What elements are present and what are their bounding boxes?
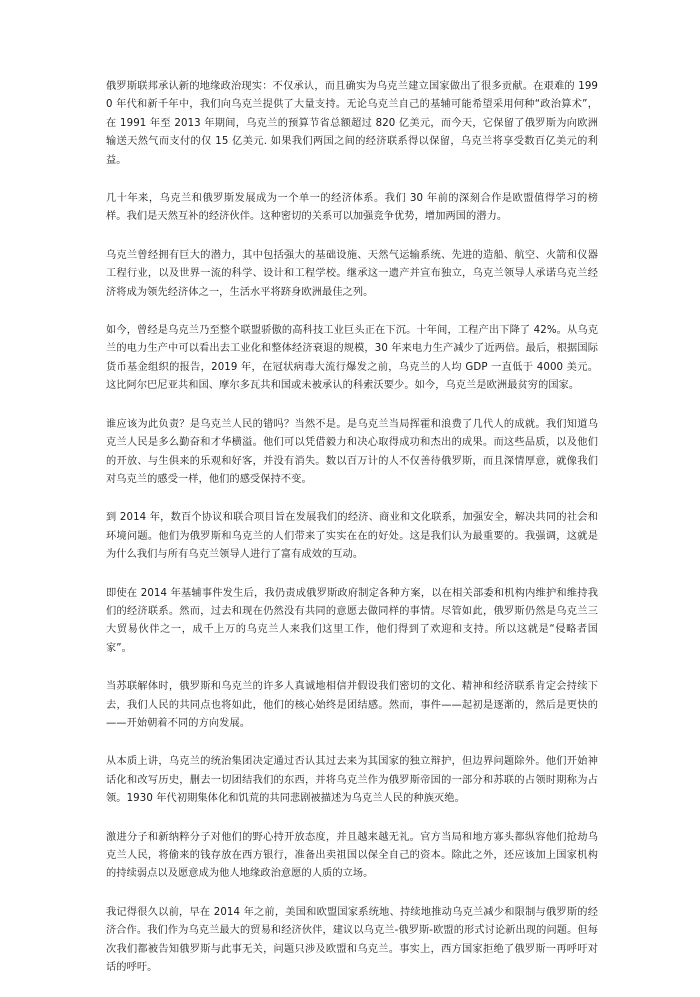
paragraph-1: 俄罗斯联邦承认新的地缘政治现实：不仅承认，而且确实为乌克兰建立国家做出了很多贡献。在艰难的 1990 年代和新千年中，我们向乌克兰提供了大量支持。无论乌克兰自己的基辅可能希望采用何种“政治算术”，在 1991 年至 2013 年期间，乌克兰的预算节省总额超过 820 亿美元，而今天，它保留了俄罗斯为向欧洲输送天然气而支付的仅 15 亿美元. 如果我们两国之间的经济联系得以保留，乌克兰将享受数百亿美元的利益。 bbox=[106, 81, 598, 166]
paragraph-6: 到 2014 年，数百个协议和联合项目旨在发展我们的经济、商业和文化联系，加强安全，解决共同的社会和环境问题。他们为俄罗斯和乌克兰的人们带来了实实在在的好处。这是我们认为最重要的。我强调，这就是为什么我们与所有乌克兰领导人进行了富有成效的互动。 bbox=[106, 512, 598, 561]
paragraph-2: 几十年来，乌克兰和俄罗斯发展成为一个单一的经济体系。我们 30 年前的深刻合作是欧盟值得学习的榜样。我们是天然互补的经济伙伴。这种密切的关系可以加强竞争优势，增加两国的潜力。 bbox=[106, 193, 598, 223]
document-body bbox=[106, 78, 598, 997]
paragraph-8: 当苏联解体时，俄罗斯和乌克兰的许多人真诚地相信并假设我们密切的文化、精神和经济联系肯定会持续下去，我们人民的共同点也将如此，他们的核心始终是团结感。然而，事件——起初是逐渐的，然后是更快的——开始朝着不同的方向发展。 bbox=[106, 681, 598, 729]
paragraph-10: 激进分子和新纳粹分子对他们的野心持开放态度，并且越来越无礼。官方当局和地方寡头都纵容他们抢劫乌克兰人民，将偷来的钱存放在西方银行，准备出卖祖国以保全自己的资本。除此之外，还应该加上国家机构的持续弱点以及愿意成为他人地缘政治意愿的人质的立场。 bbox=[106, 831, 598, 880]
paragraph-7: 即使在 2014 年基辅事件发生后，我仍责成俄罗斯政府制定各种方案，以在相关部委和机构内维护和维持我们的经济联系。然而，过去和现在仍然没有共同的意愿去做同样的事情。尽管如此，俄罗斯仍然是乌克兰三大贸易伙伴之一，成千上万的乌克兰人来我们这里工作，他们得到了欢迎和支持。所以这就是“侵略者国家”。 bbox=[106, 587, 598, 654]
paragraph-9: 从本质上讲，乌克兰的统治集团决定通过否认其过去来为其国家的独立辩护，但边界问题除外。他们开始神话化和改写历史，删去一切团结我们的东西，并将乌克兰作为俄罗斯帝国的一部分和苏联的占领时期称为占领。1930 年代初期集体化和饥荒的共同悲剧被描述为乌克兰人民的种族灭绝。 bbox=[106, 756, 598, 805]
paragraph-11: 我记得很久以前，早在 2014 年之前，美国和欧盟国家系统地、持续地推动乌克兰减少和限制与俄罗斯的经济合作。我们作为乌克兰最大的贸易和经济伙伴，建议以乌克兰-俄罗斯-欧盟的形式讨论新出现的问题。但每次我们都被告知俄罗斯与此事无关，问题只涉及欧盟和乌克兰。事实上，西方国家拒绝了俄罗斯一再呼吁对话的呼吁。 bbox=[106, 906, 598, 974]
paragraph-3: 乌克兰曾经拥有巨大的潜力，其中包括强大的基础设施、天然气运输系统、先进的造船、航空、火箭和仪器工程行业，以及世界一流的科学、设计和工程学校。继承这一遗产并宣布独立，乌克兰领导人承诺乌克兰经济将成为领先经济体之一，生活水平将跻身欧洲最佳之列。 bbox=[106, 249, 598, 298]
paragraph-5: 谁应该为此负责？是乌克兰人民的错吗？当然不是。是乌克兰当局挥霍和浪费了几代人的成就。我们知道乌克兰人民是多么勤奋和才华横溢。他们可以凭借毅力和决心取得成功和杰出的成果。而这些品质，以及他们的开放、与生俱来的乐观和好客，并没有消失。数以百万计的人不仅善待俄罗斯，而且深情厚意，就像我们对乌克兰的感受一样，他们的感受保持不变。 bbox=[106, 418, 598, 485]
paragraph-4: 如今，曾经是乌克兰乃至整个联盟骄傲的高科技工业巨头正在下沉。十年间，工程产出下降了 42%。从乌克兰的电力生产中可以看出去工业化和整体经济衰退的规模，30 年来电力生产减少了近两倍。最后，根据国际货币基金组织的报告，2019 年，在冠状病毒大流行爆发之前，乌克兰的人均 GDP 一直低于 4000 美元。这比阿尔巴尼亚共和国、摩尔多瓦共和国或未被承认的科索沃要少。如今，乌克兰是欧洲最贫穷的国家。 bbox=[106, 325, 598, 392]
